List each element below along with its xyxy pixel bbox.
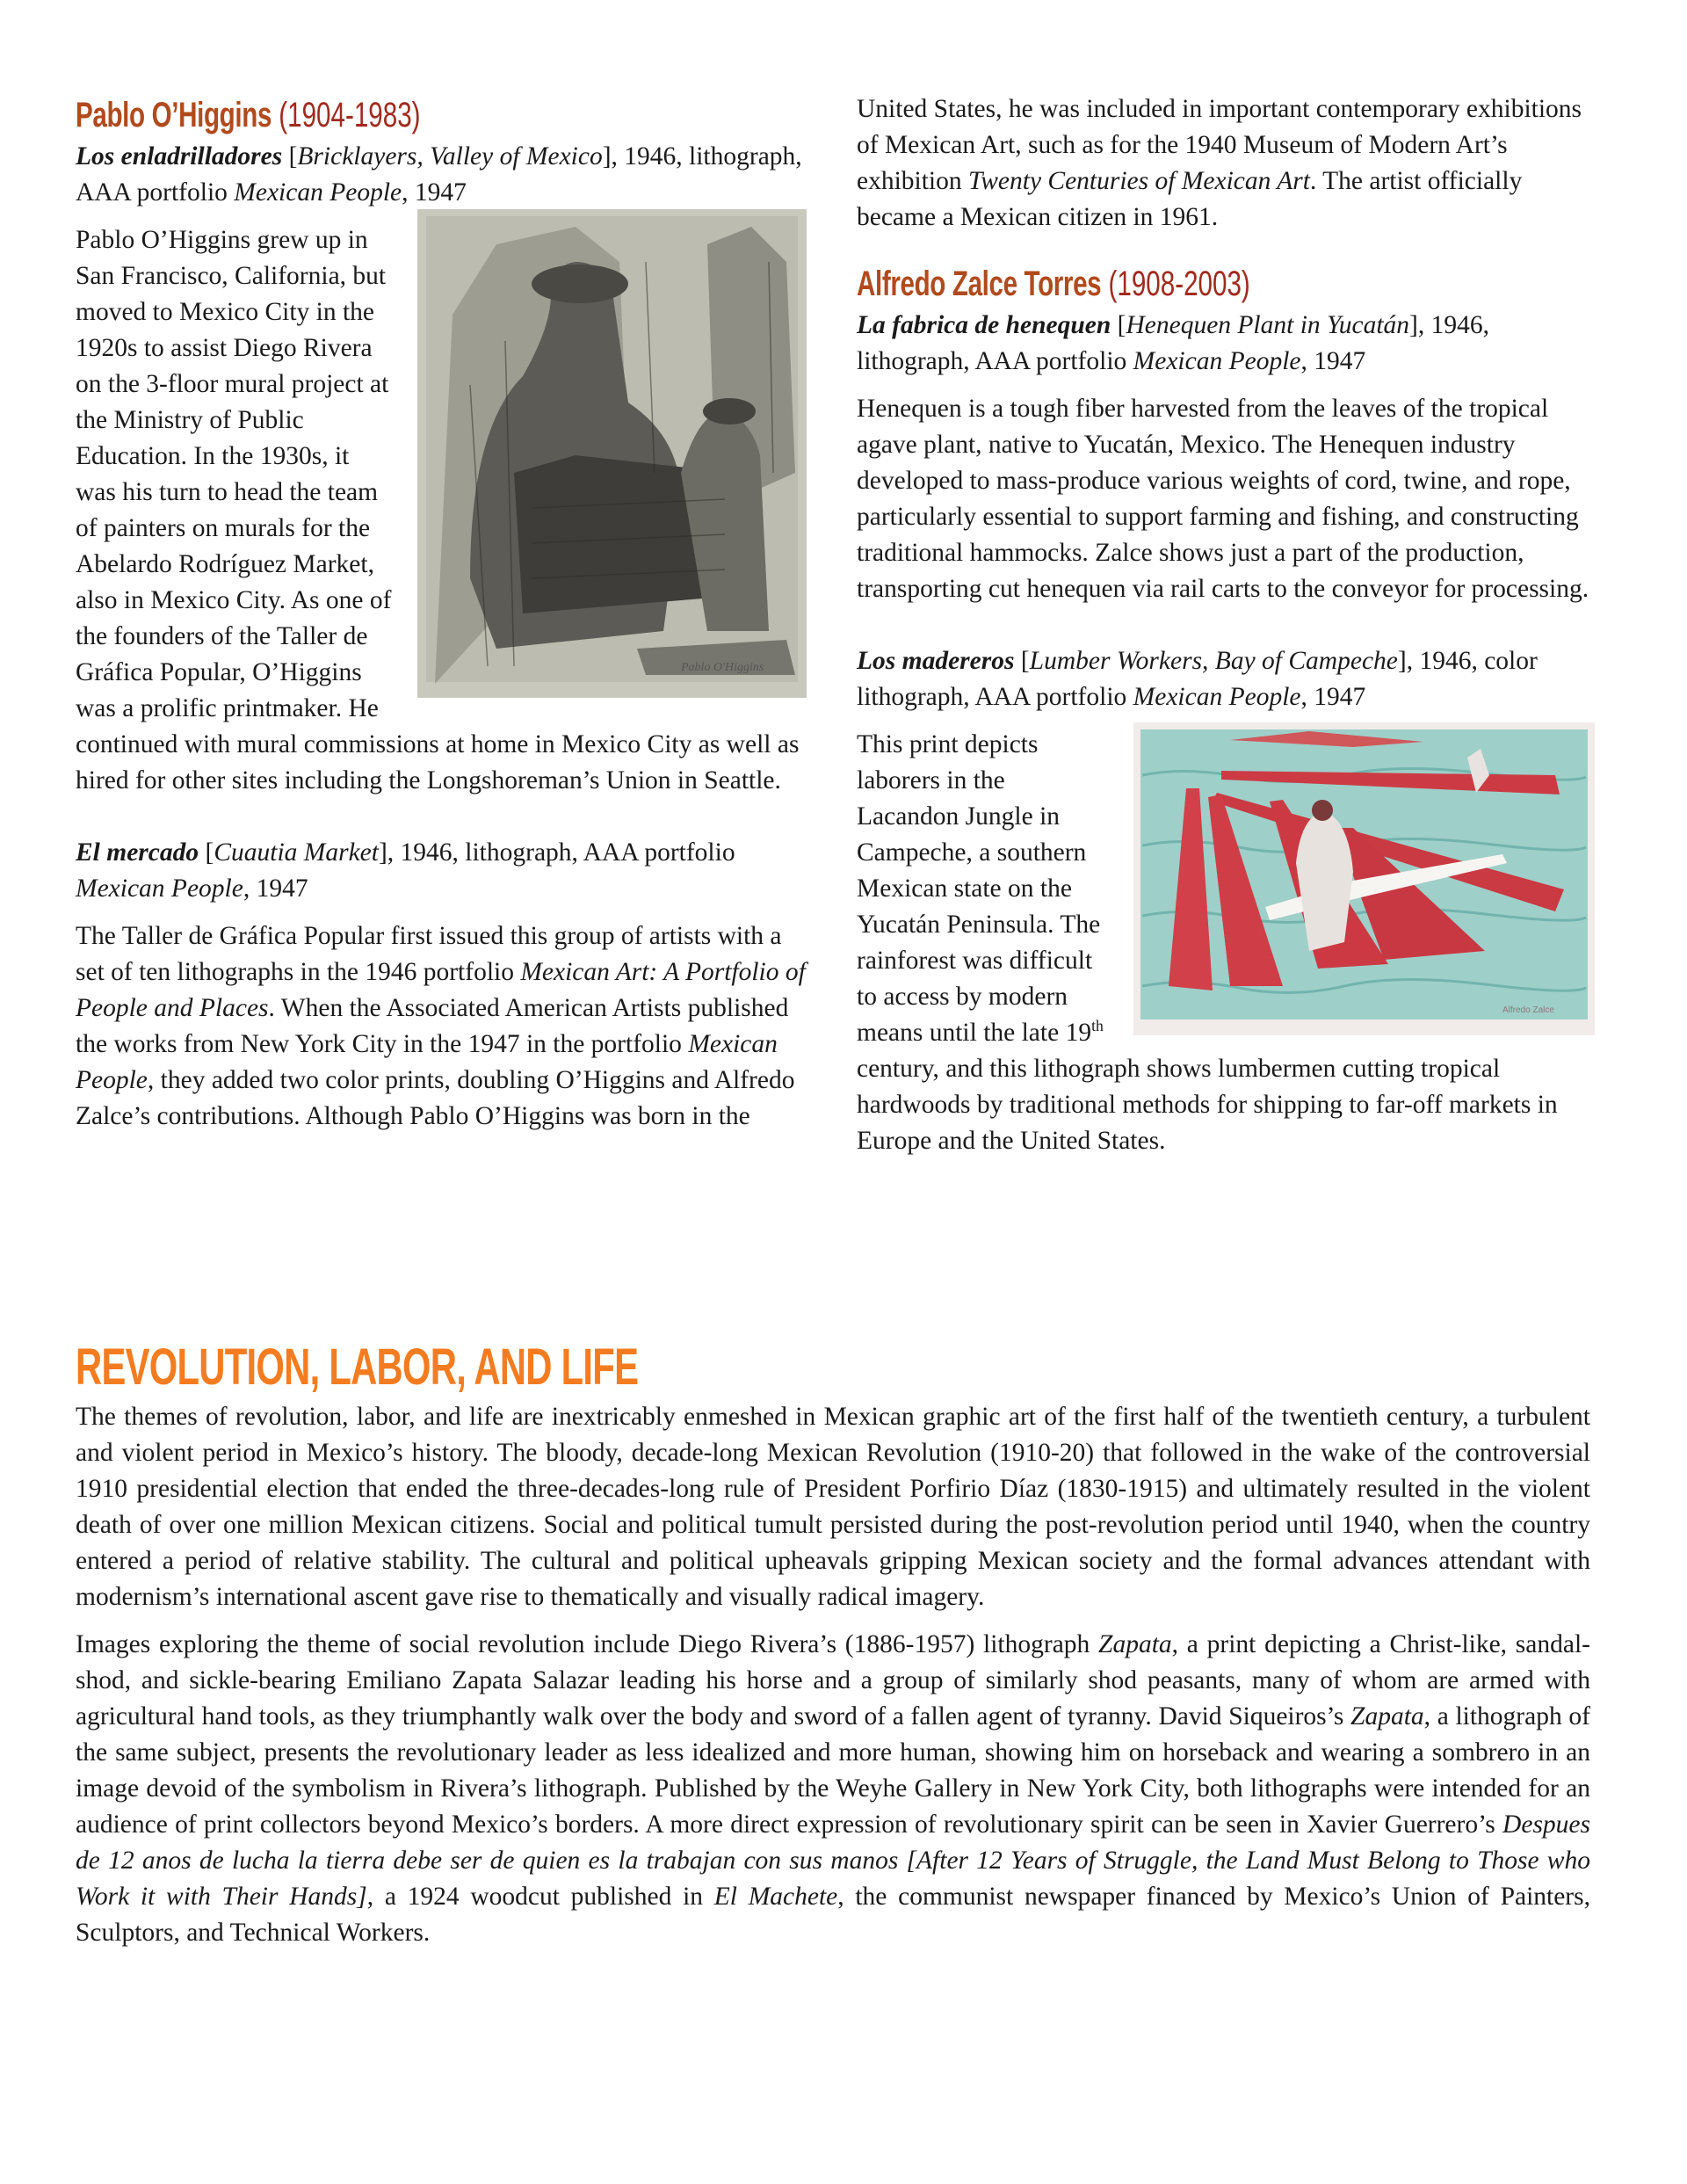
italic-text: Cuautia Market — [214, 838, 379, 867]
text-run: ], 1946, lithograph, AAA portfolio — [378, 838, 735, 867]
section-heading: REVOLUTION, LABOR, AND LIFE — [76, 1339, 639, 1396]
section-paragraph-1 — [76, 1399, 1590, 1615]
artwork-caption-los-enladrilladores — [76, 139, 807, 211]
artwork-title: El mercado — [76, 838, 199, 867]
italic-text: El Machete — [713, 1883, 838, 1911]
continued-paragraph — [857, 91, 1595, 236]
artwork-title: Los madereros — [857, 647, 1015, 675]
artwork-caption-la-fabrica-de-henequen — [857, 308, 1595, 380]
right-column — [857, 91, 1595, 1159]
italic-text: Mexican People — [76, 874, 243, 903]
left-column — [76, 93, 807, 1135]
text-run: ], 1946, lithograph, AAA portfolio — [76, 142, 802, 207]
italic-text: Zapata — [1098, 1630, 1172, 1658]
text-run: , 1947 — [1300, 347, 1366, 375]
italic-text: Mexican People — [1133, 347, 1301, 375]
text-run: ], 1946, lithograph, AAA portfolio — [857, 311, 1489, 375]
italic-text: Mexican People — [234, 178, 402, 207]
text-run: Pablo O’Higgins grew up in San Francisco, California, but moved to Mexico City in the 1920s to assist Diego Rivera on the 3-floor mural project at the Ministry of Public Education. In the 1930s, it was his turn to head the team of painters on murals for the Abelardo Rodríguez Market, also in Mexico City. As one of the founders of the Taller de Gráfica Popular, O’Higgins was a prolific printmaker. He continued with mural commissions at home in Mexico City as well as hired for other sites including the Longshoreman’s Union in Seattle. — [76, 226, 800, 795]
artist-dates: (1908-2003) — [1108, 265, 1250, 303]
text-run: [ — [1111, 311, 1126, 339]
artist-name: Pablo O’Higgins — [76, 96, 272, 134]
italic-text: Bricklayers, Valley of Mexico — [297, 142, 603, 171]
artwork-description-henequen — [857, 391, 1595, 607]
text-run: The themes of revolution, labor, and life are inextricably enmeshed in Mexican graphic art of the first half of the twentieth century, a turbulent and violent period in Mexico’s history. The bloody, decade-long Mexican Revolution (1910-20) that followed in the wake of the controversial 1910 presidential election that ended the three-decades-long rule of President Porfirio Díaz (1830-1915) and ultimately resulted in the violent death of over one million Mexican citizens. Social and political tumult persisted during the post-revolution period until 1940, when the country entered a period of relative stability. The cultural and political upheavals gripping Mexican society and the formal advances attendant with modernism’s international ascent gave rise to thematically and visually radical imagery. — [76, 1403, 1590, 1611]
italic-text: Henequen Plant in Yucatán — [1126, 311, 1410, 339]
revolution-labor-life-section — [76, 1338, 1590, 1951]
text-run: The Taller de Gráfica Popular first issued this group of artists with a set of ten lithographs in the 1946 portfolio — [76, 922, 782, 986]
lithograph-lumber-workers-image — [1133, 722, 1595, 1035]
artwork-caption-los-madereros — [857, 643, 1595, 715]
artist-heading-ohiggins — [76, 93, 807, 137]
section-paragraph-2 — [76, 1627, 1590, 1951]
text-run: , the communist newspaper financed by Mexico’s Union of Painters, Sculptors, and Technical Workers. — [76, 1883, 1590, 1947]
italic-text: Mexican People — [1133, 683, 1301, 711]
lithograph-bricklayers-image — [417, 209, 807, 698]
text-run: , a 1924 woodcut published in — [366, 1883, 714, 1911]
artwork-description-el-mercado — [76, 918, 807, 1135]
artist-signature: Pablo O'Higgins — [681, 661, 764, 674]
text-run: This print depicts laborers in the Lacandon Jungle in Campeche, a southern Mexican state on the Yucatán Peninsula. The rainforest was difficult to access by modern means until the late 19 — [857, 730, 1101, 1047]
text-run: [ — [282, 142, 298, 171]
artwork-caption-el-mercado — [76, 835, 807, 907]
text-run: , 1947 — [1300, 683, 1366, 711]
text-run: , 1947 — [243, 874, 308, 903]
artist-signature: Alfredo Zalce — [1502, 1005, 1554, 1015]
text-run: . When the Associated American Artists published the works from New York City in the 1947 in the portfolio — [76, 994, 789, 1058]
artist-name: Alfredo Zalce Torres — [857, 265, 1102, 303]
italic-text: Lumber Workers, Bay of Campeche — [1029, 647, 1398, 675]
text-run: [ — [1014, 647, 1030, 675]
italic-text: Mexican People — [76, 1030, 778, 1094]
text-run: Henequen is a tough fiber harvested from the leaves of the tropical agave plant, native to Yucatán, Mexico. The Henequen industry developed to mass-produce various weights of cord, twine, and rope, particularly essential to support farming and fishing, and constructing traditional hammocks. Zalce shows just a part of the production, transporting cut henequen via rail carts to the conveyor for processing. — [857, 395, 1589, 603]
italic-text: Twenty Centuries of Mexican Art — [968, 167, 1310, 195]
text-run: . The artist officially became a Mexican citizen in 1961. — [857, 167, 1523, 231]
text-run: , a print depicting a Christ-like, sandal-shod, and sickle-bearing Emiliano Zapata Salazar leading his horse and a group of similarly shod peasants, many of whom are armed with agricultural hand tools, as they triumphantly walk over the body and sword of a fallen agent of tyranny. David Siqueiros’s — [76, 1630, 1590, 1731]
text-run: , they added two color prints, doubling O’Higgins and Alfredo Zalce’s contributions. Although Pablo O’Higgins was born in the — [76, 1066, 795, 1130]
artwork-title: Los enladrilladores — [76, 142, 283, 171]
italic-text: Mexican Art: A Portfolio of People and Places — [76, 958, 806, 1022]
text-run: , a lithograph of the same subject, presents the revolutionary leader as less idealized and more human, showing him on horseback and wearing a sombrero in an image devoid of the symbolism in Rivera’s lithograph. Published by the Weyhe Gallery in New York City, both lithographs were intended for an audience of print collectors beyond Mexico’s borders. A more direct expression of revolutionary spirit can be seen in Xavier Guerrero’s — [76, 1702, 1590, 1839]
artist-heading-zalce — [857, 262, 1595, 306]
text-run: [ — [199, 838, 214, 867]
artist-dates: (1904-1983) — [279, 96, 421, 134]
text-run: , 1947 — [402, 178, 467, 207]
artwork-title: La fabrica de henequen — [857, 311, 1111, 339]
text-run: th — [1091, 1017, 1104, 1035]
text-run: United States, he was included in important contemporary exhibitions of Mexican Art, such as for the 1940 Museum of Modern Art’s exhibition — [857, 95, 1582, 195]
italic-text: Despues de 12 anos de lucha la tierra debe ser de quien es la trabajan con sus manos [After 12 Years of Struggle, the Land Must Belong to Those who Work it with Their Hands] — [76, 1810, 1590, 1911]
text-run: ], 1946, color lithograph, AAA portfolio — [857, 647, 1538, 711]
text-run: century, and this lithograph shows lumbermen cutting tropical hardwoods by traditional methods for shipping to far-off markets in Europe and the United States. — [857, 1055, 1558, 1155]
italic-text: Zapata — [1350, 1702, 1424, 1731]
text-run: Images exploring the theme of social revolution include Diego Rivera’s (1886-1957) lithograph — [76, 1630, 1099, 1658]
